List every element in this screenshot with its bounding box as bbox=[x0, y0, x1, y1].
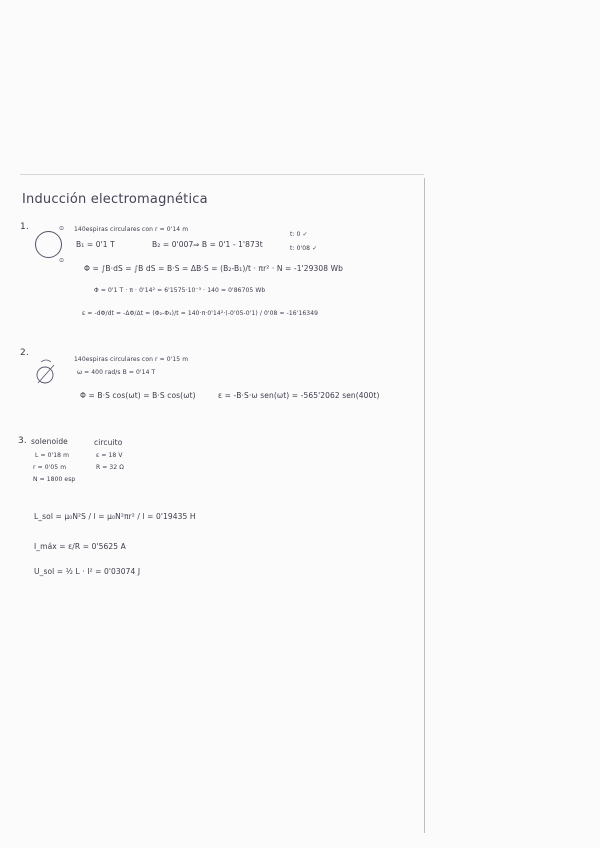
p3-inductance: L_sol = μ₀N²S / l = μ₀N²πr² / l = 0'19435 H bbox=[34, 512, 196, 521]
circular-loop-sketch bbox=[35, 231, 62, 258]
p1-b2: B₂ = 0'007 bbox=[152, 240, 194, 249]
p3-radius: r = 0'05 m bbox=[33, 464, 67, 471]
p1-emf-equation: ε = -dΦ/dt = -ΔΦ/Δt = (Φ₂-Φ₁)/t = 140·π·0'14²·(-0'05-0'1) / 0'08 = -16'16349 bbox=[82, 310, 319, 317]
p3-length: L = 0'18 m bbox=[35, 452, 70, 459]
rotating-loop-sketch bbox=[32, 358, 62, 388]
p1-statement: 140espiras circulares con r = 0'14 m bbox=[74, 226, 189, 233]
p1-t0: t: 0 ✓ bbox=[290, 231, 308, 238]
p1-flux-equation: Φ = ∫B·dS = ∫B dS = B·S = ΔB·S = (B₂-B₁)/t · πr² · N = -1'29308 Wb bbox=[84, 264, 343, 273]
p3-energy: U_sol = ½ L · I² = 0'03074 J bbox=[34, 567, 141, 576]
problem-3-number: 3. bbox=[18, 436, 27, 446]
p1-t1: t: 0'08 ✓ bbox=[290, 245, 318, 252]
page-rule bbox=[20, 174, 424, 175]
p3-solenoid-heading: solenoide bbox=[31, 437, 68, 446]
field-dot-icon: ⊙ bbox=[59, 225, 65, 232]
p2-data: ω = 400 rad/s B = 0'14 T bbox=[77, 369, 156, 376]
margin-line bbox=[424, 178, 425, 833]
page-title: Inducción electromagnética bbox=[22, 192, 208, 207]
p2-statement: 140espiras circulares con r = 0'15 m bbox=[74, 356, 189, 363]
p2-flux-equation: Φ = B·S cos(ωt) = B·S cos(ωt) bbox=[80, 391, 196, 400]
problem-2-number: 2. bbox=[20, 348, 29, 358]
field-dot-icon: ⊙ bbox=[59, 257, 65, 264]
p1-flux-value: Φ = 0'1 T · π · 0'14² = 6'1575·10⁻³ · 140 = 0'86705 Wb bbox=[94, 287, 266, 294]
p3-turns: N = 1800 esp bbox=[33, 476, 76, 483]
p1-b-function: ⇒ B = 0'1 - 1'873t bbox=[193, 240, 263, 249]
p3-max-current: I_máx = ε/R = 0'5625 A bbox=[34, 542, 126, 551]
p3-emf: ε = 18 V bbox=[96, 452, 123, 459]
p3-resistance: R = 32 Ω bbox=[96, 464, 124, 471]
p1-b1: B₁ = 0'1 T bbox=[76, 240, 115, 249]
p2-emf-equation: ε = -B·S·ω sen(ωt) = -565'2062 sen(400t) bbox=[218, 391, 380, 400]
problem-1-number: 1. bbox=[20, 222, 29, 232]
p3-circuit-heading: circuito bbox=[94, 438, 123, 447]
